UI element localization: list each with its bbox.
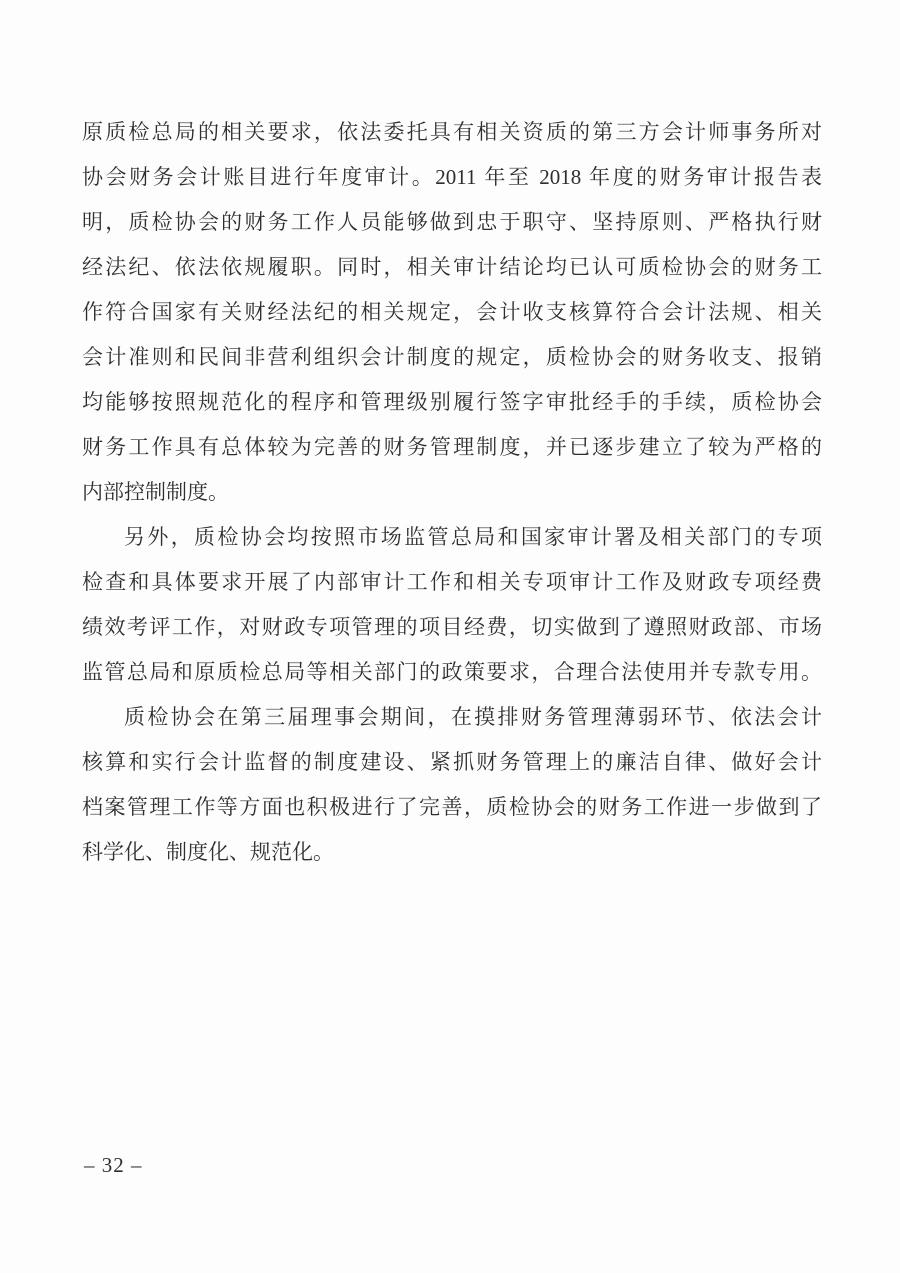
text-line: 检查和具体要求开展了内部审计工作和相关专项审计工作及财政专项经费 [82, 570, 822, 594]
text-line: 协会财务会计账目进行年度审计。2011 年至 2018 年度的财务审计报告表 [82, 165, 822, 189]
text-line: 经法纪、依法依规履职。同时，相关审计结论均已认可质检协会的财务工 [82, 255, 822, 279]
text-line: 科学化、制度化、规范化。 [82, 840, 334, 864]
text-line: 另外，质检协会均按照市场监管总局和国家审计署及相关部门的专项 [124, 525, 822, 549]
text-line: 均能够按照规范化的程序和管理级别履行签字审批经手的手续，质检协会 [82, 390, 822, 414]
text-line: 质检协会在第三届理事会期间，在摸排财务管理薄弱环节、依法会计 [124, 705, 822, 729]
text-line: 核算和实行会计监督的制度建设、紧抓财务管理上的廉洁自律、做好会计 [82, 750, 822, 774]
text-line: 内部控制制度。 [82, 480, 229, 504]
paragraph-special-funds [82, 515, 822, 695]
text-line: 作符合国家有关财经法纪的相关规定，会计收支核算符合会计法规、相关 [82, 300, 822, 324]
text-line: 监管总局和原质检总局等相关部门的政策要求，合理合法使用并专款专用。 [82, 660, 822, 684]
text-line: 明，质检协会的财务工作人员能够做到忠于职守、坚持原则、严格执行财 [82, 210, 822, 234]
text-line: 档案管理工作等方面也积极进行了完善，质检协会的财务工作进一步做到了 [82, 795, 822, 819]
text-line: 财务工作具有总体较为完善的财务管理制度，并已逐步建立了较为严格的 [82, 435, 822, 459]
text-line: 绩效考评工作，对财政专项管理的项目经费，切实做到了遵照财政部、市场 [82, 615, 822, 639]
page-number: – 32 – [84, 1153, 143, 1177]
paragraph-third-council [82, 695, 822, 875]
text-line: 原质检总局的相关要求，依法委托具有相关资质的第三方会计师事务所对 [82, 120, 822, 144]
paragraph-continued-audit [82, 110, 822, 515]
document-body [82, 110, 822, 875]
text-line: 会计准则和民间非营利组织会计制度的规定，质检协会的财务收支、报销 [82, 345, 822, 369]
